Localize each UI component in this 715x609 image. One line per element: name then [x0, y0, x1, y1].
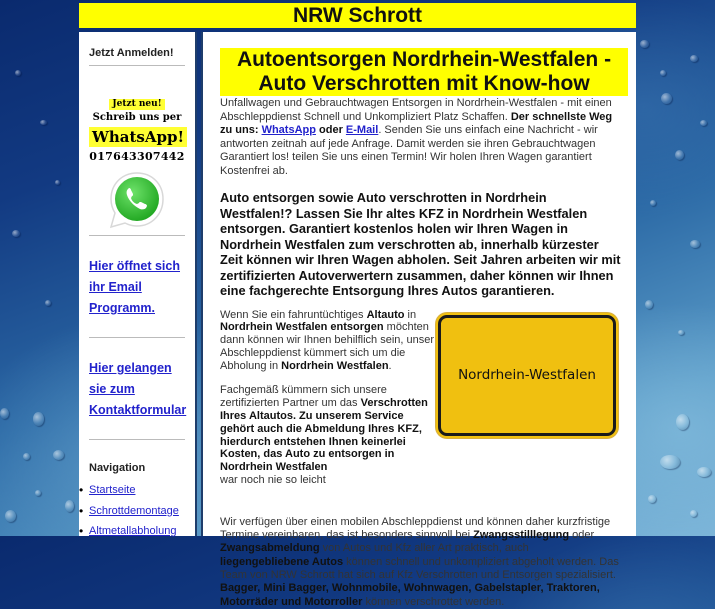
- altauto-text-column: [220, 309, 435, 487]
- site-header: [79, 3, 636, 28]
- intro-text-2: . Senden Sie uns einfach eine Nachricht - wir antworten zeitnah auf jede Anfrage. Damit werden sie ihren Gebrauchtwagen Garantiert los! teilen Sie uns einen Termin! Wir holen Ihren Wagen garantiert Kostenfrei ab.: [220, 124, 598, 177]
- bold-text: Zwangsabmeldung: [220, 542, 320, 555]
- text: war noch nie so leicht: [220, 474, 326, 487]
- nav-link-startseite[interactable]: Startseite: [89, 484, 136, 496]
- whatsapp-write-label: Schreib uns per: [92, 112, 182, 123]
- town-sign-text: Nordrhein-Westfalen: [458, 367, 596, 383]
- page-title: Autoentsorgen Nordrhein-Westfalen - Auto Verschrotten mit Know-how: [220, 48, 628, 96]
- signup-title: Jetzt Anmelden!: [89, 47, 185, 66]
- bold-text: liegengebliebene Autos: [220, 555, 344, 568]
- email-program-link[interactable]: Hier öffnet sich ihr Email Programm.: [89, 259, 180, 315]
- text: in: [404, 308, 417, 321]
- whatsapp-icon[interactable]: [106, 169, 168, 231]
- bold-paragraph: Auto entsorgen sowie Auto verschrotten in Nordrhein Westfalen!? Lassen Sie Ihr altes KFZ in Nordrhein Westfalen entsorgen. Garantiert kostenlos holen wir Ihren Wagen in Nordrhein Westfalen zum verschrotten ab, innerhalb kürzester Zeit können wir Ihren Wagen abholen. Seit Jahren arbeiten wir mit zertifizierten Autoverwertern zusammen, daher können wir Ihnen eine fachgerechte Entsorgung Ihres Autos garantieren.: [220, 190, 621, 298]
- email-link[interactable]: E-Mail: [345, 124, 379, 136]
- site-title: NRW Schrott: [292, 3, 423, 27]
- whatsapp-phone: 017643307442: [89, 150, 185, 163]
- service-paragraph: [220, 516, 621, 609]
- intro-or: oder: [315, 124, 346, 136]
- text: Wenn Sie ein fahruntüchtiges: [220, 308, 367, 321]
- nav-item-schrottdemontage: [89, 501, 185, 522]
- town-sign: [438, 315, 616, 436]
- sidebar: [79, 32, 197, 536]
- bold-text: Nordrhein Westfalen: [281, 359, 389, 372]
- whatsapp-new-label: Jetzt neu!: [109, 99, 164, 110]
- text: Fachgemäß kümmern sich unsere zertifizierten Partner um das: [220, 384, 387, 410]
- text: können verschrottet werden.: [362, 595, 505, 608]
- nav-link-altmetallabholung[interactable]: Altmetallabholung: [89, 525, 177, 537]
- contact-form-link[interactable]: Hier gelangen sie zum Kontaktformular: [89, 361, 187, 417]
- nav-item-startseite: [89, 480, 185, 501]
- bold-text: Zwangsstilllegung: [473, 529, 570, 542]
- intro-paragraph: [220, 97, 621, 178]
- text: von Autos und Kfz aller Art praktisch, auch: [319, 542, 529, 555]
- text: oder: [569, 529, 595, 542]
- sidebar-divider: [89, 337, 185, 338]
- whatsapp-promo[interactable]: [89, 91, 185, 231]
- nav-item-altmetallabholung: [89, 521, 185, 542]
- bold-text: Verschrotten Ihres Altautos. Zu unserem Service gehört auch die Abmeldung Ihres KFZ, hierdurch entstehen Ihnen keinerlei Kosten, das Auto zu entsorgen in Nordrhein Westfalen: [220, 397, 428, 474]
- altauto-section: [220, 309, 621, 487]
- text: Wir verfügen über einen mobilen Abschleppdienst und können daher kurzfristige Termine vereinbaren, das ist besonders sinnvoll bei: [220, 515, 611, 542]
- text: .: [388, 359, 392, 372]
- text: können schnell und unkompliziert abgeholt werden. Das Team von NRW Schrott hat sich auf Kfz Verschrotten und Entsorgen spezialisiert.: [220, 555, 619, 582]
- text: möchten dann können wir Ihnen behilflich sein, unser Abschleppdienst kümmert sich um die Abholung in: [220, 321, 435, 372]
- sidebar-divider: [89, 439, 185, 440]
- intro-bold: Der schnellste Weg zu uns:: [220, 110, 613, 136]
- altauto-paragraph: [220, 309, 435, 373]
- whatsapp-link[interactable]: WhatsApp: [261, 124, 316, 136]
- main-content: [201, 32, 636, 608]
- bold-text: Bagger, Mini Bagger, Wohnmobile, Wohnwagen, Gabelstapler, Traktoren, Motorräder und Motorroller: [220, 582, 600, 608]
- navigation-list: [89, 480, 185, 542]
- whatsapp-app-label: WhatsApp!: [89, 127, 187, 147]
- town-sign-image: [438, 315, 616, 487]
- intro-text: Unfallwagen und Gebrauchtwagen Entsorgen in Nordrhein-Westfalen - mit einen Abschleppdienst Schnell und Unkompliziert Platz Schaffen.: [220, 97, 612, 123]
- partner-paragraph-head: [220, 384, 435, 474]
- sidebar-divider: [89, 235, 185, 236]
- bold-text: Nordrhein Westfalen entsorgen: [220, 321, 384, 334]
- nav-link-schrottdemontage[interactable]: Schrottdemontage: [89, 504, 179, 517]
- navigation-title: Navigation: [89, 462, 146, 474]
- bold-text: Altauto: [366, 308, 405, 321]
